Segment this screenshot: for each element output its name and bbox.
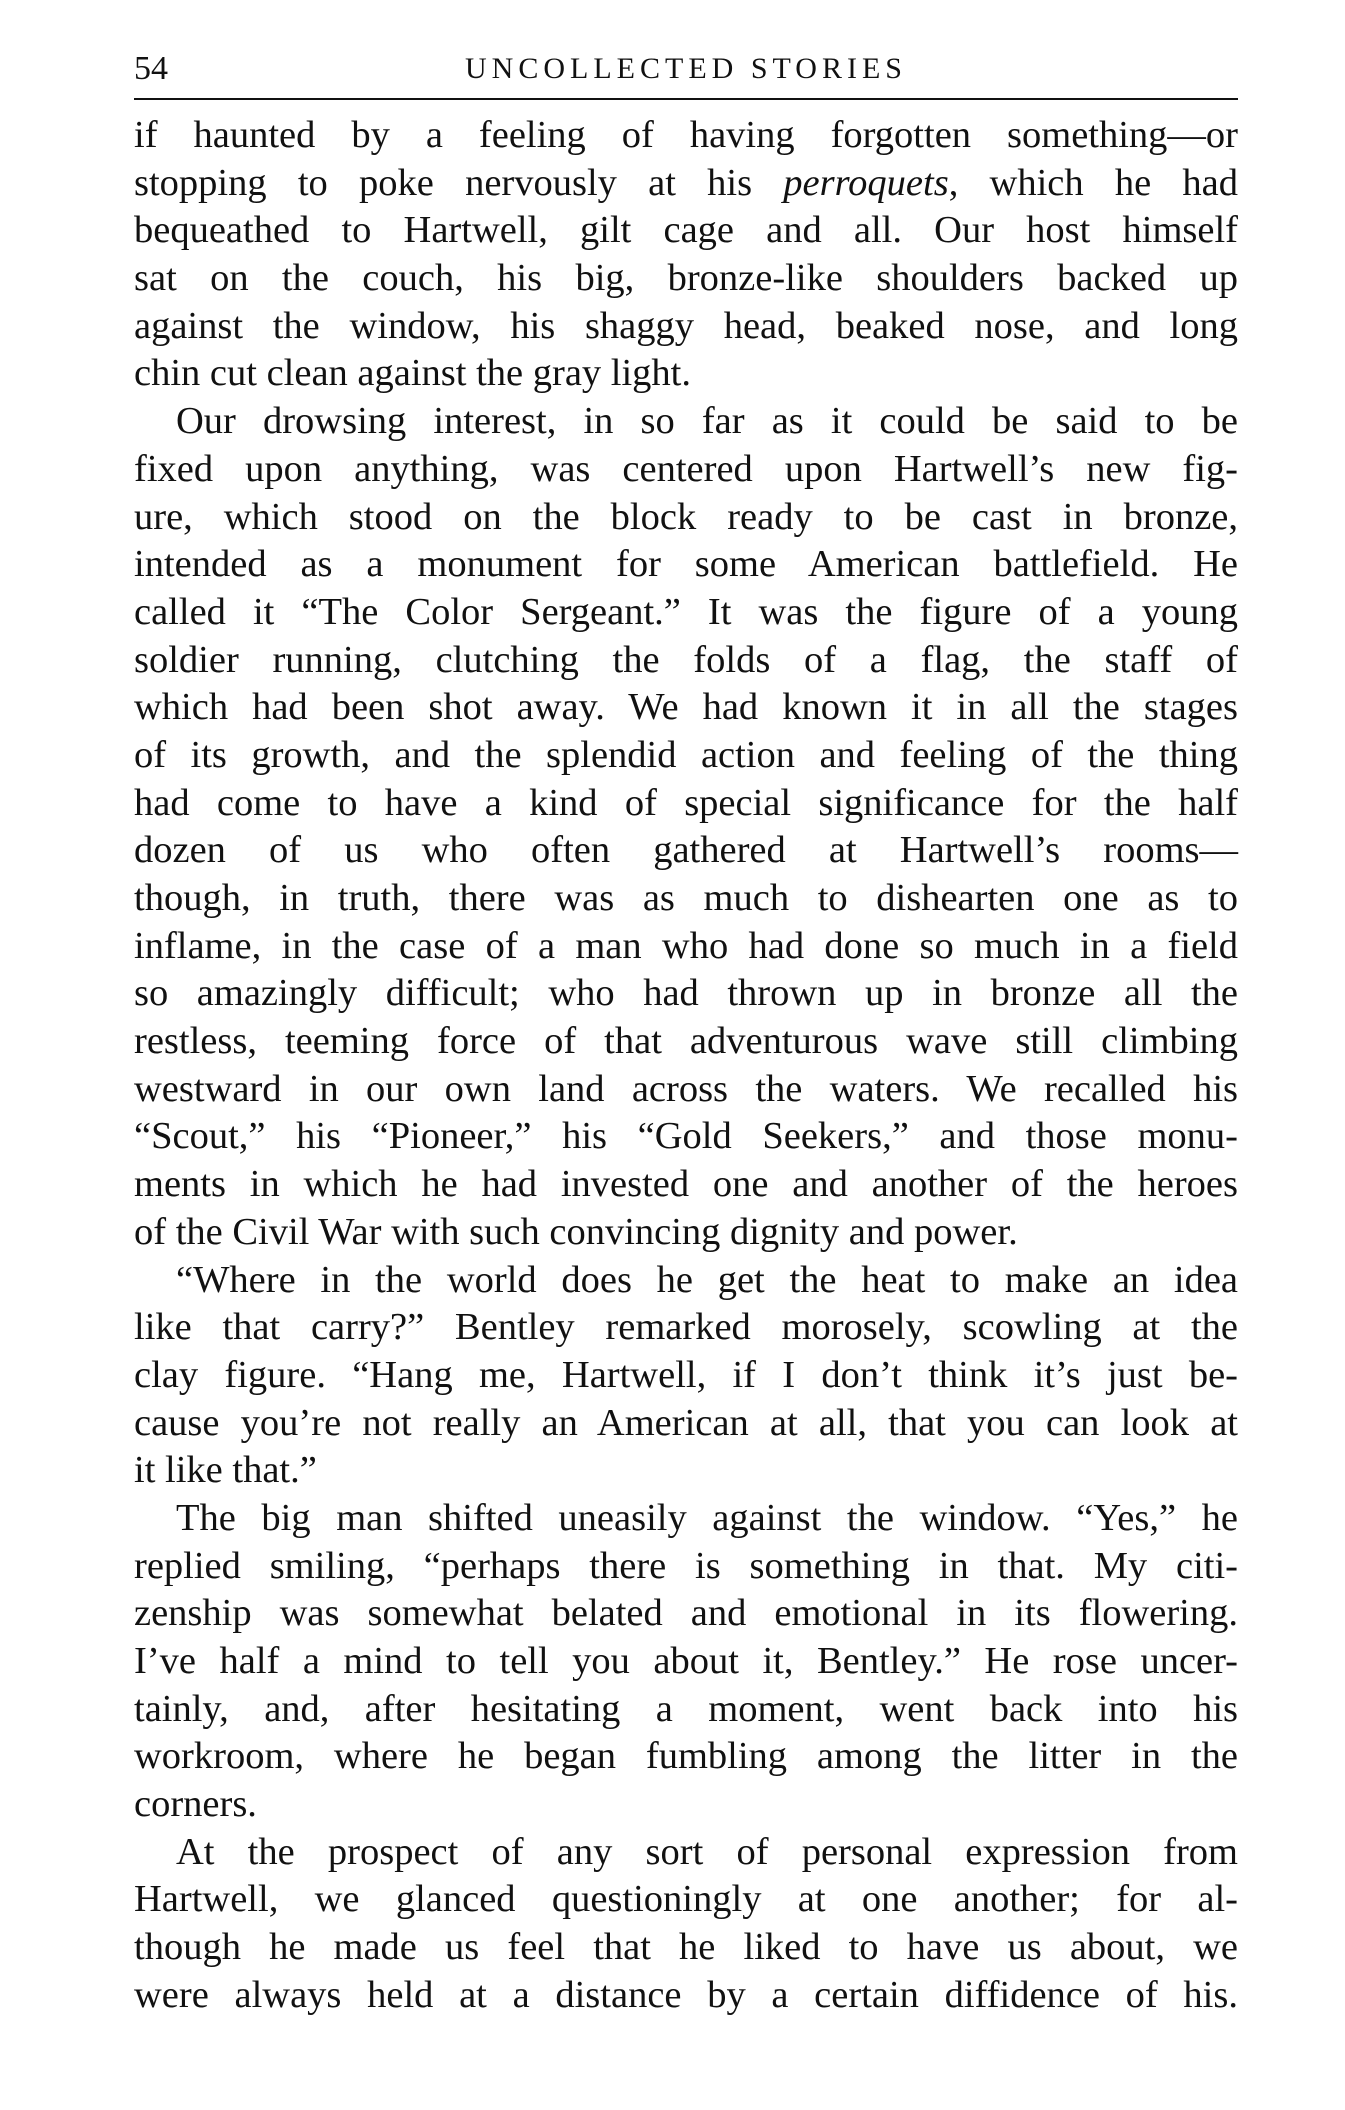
italic-word: perroquets [783, 161, 949, 204]
text-line: which had been shot away. We had known it in all the stages [134, 686, 1238, 729]
paragraph-start-line: At the prospect of any sort of personal expression from [176, 1830, 1238, 1873]
text-line: westward in our own land across the waters. We recalled his [134, 1067, 1238, 1110]
text-line: ments in which he had invested one and another of the heroes [134, 1163, 1238, 1206]
text-line: replied smiling, “perhaps there is something in that. My citi- [134, 1544, 1238, 1587]
text-line: zenship was somewhat belated and emotional in its flowering. [134, 1592, 1238, 1635]
text-line: of its growth, and the splendid action and feeling of the thing [134, 733, 1238, 776]
text-line: fixed upon anything, was centered upon Hartwell’s new fig- [134, 447, 1238, 490]
paragraph-end-line: corners. [134, 1783, 257, 1826]
text-line: if haunted by a feeling of having forgotten something—or [134, 114, 1238, 156]
paragraph-start-line: The big man shifted uneasily against the window. “Yes,” he [176, 1496, 1238, 1539]
text-line: workroom, where he began fumbling among the litter in the [134, 1735, 1238, 1778]
text-line: had come to have a kind of special significance for the half [134, 781, 1238, 824]
text-line: clay figure. “Hang me, Hartwell, if I don’t think it’s just be- [134, 1353, 1238, 1396]
text-line: tainly, and, after hesitating a moment, went back into his [134, 1687, 1238, 1730]
text-line: were always held at a distance by a certain diffidence of his. [134, 1973, 1238, 2016]
text-line: though, in truth, there was as much to dishearten one as to [134, 877, 1238, 919]
text-line: sat on the couch, his big, bronze-like shoulders backed up [134, 257, 1238, 300]
text-line: intended as a monument for some American battlefield. He [134, 543, 1238, 586]
text-line: I’ve half a mind to tell you about it, Bentley.” He rose uncer- [134, 1640, 1238, 1682]
paragraph-end-line: chin cut clean against the gray light. [134, 352, 691, 395]
text-line [134, 160, 1238, 208]
text-line: against the window, his shaggy head, beaked nose, and long [134, 304, 1238, 347]
text-segment: stopping to poke nervously at his [134, 161, 784, 204]
paragraph-end-line: it like that.” [134, 1449, 317, 1492]
paragraph-start-line: Our drowsing interest, in so far as it could be said to be [176, 400, 1238, 443]
text-line: ure, which stood on the block ready to be cast in bronze, [134, 495, 1238, 538]
text-line: called it “The Color Sergeant.” It was the figure of a young [134, 590, 1238, 633]
running-head [134, 44, 1238, 104]
page-number: 54 [134, 50, 168, 87]
text-line: soldier running, clutching the folds of a flag, the staff of [134, 638, 1238, 681]
text-line: though he made us feel that he liked to have us about, we [134, 1926, 1238, 1969]
paragraph-start-line: “Where in the world does he get the heat to make an idea [176, 1258, 1238, 1301]
text-line: dozen of us who often gathered at Hartwell’s rooms— [134, 829, 1238, 872]
text-line: cause you’re not really an American at all, that you can look at [134, 1401, 1238, 1444]
body-text [134, 112, 1238, 2020]
text-line: inflame, in the case of a man who had done so much in a field [134, 924, 1238, 967]
text-line: so amazingly difficult; who had thrown up in bronze all the [134, 972, 1238, 1015]
text-line: like that carry?” Bentley remarked morosely, scowling at the [134, 1306, 1238, 1349]
text-line: restless, teeming force of that adventurous wave still climbing [134, 1020, 1238, 1063]
text-line: Hartwell, we glanced questioningly at one another; for al- [134, 1878, 1238, 1921]
paragraph-end-line: of the Civil War with such convincing dignity and power. [134, 1210, 1018, 1253]
text-segment: , which he had [948, 161, 1239, 204]
text-line: “Scout,” his “Pioneer,” his “Gold Seekers,” and those monu- [134, 1115, 1238, 1158]
text-line: bequeathed to Hartwell, gilt cage and all. Our host himself [134, 209, 1238, 252]
running-title: UNCOLLECTED STORIES [465, 52, 907, 85]
header-rule [134, 98, 1238, 100]
